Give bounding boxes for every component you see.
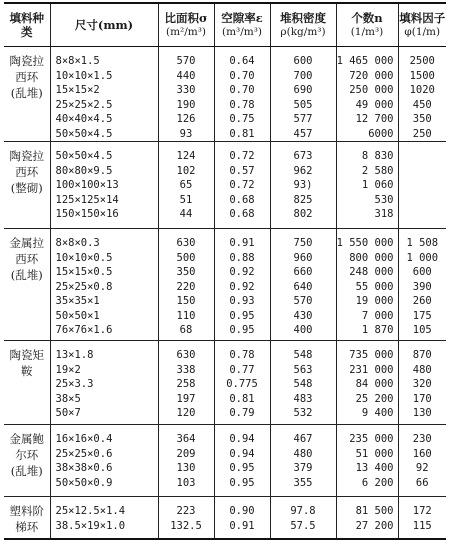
header-specific-area-label: 比面积σ	[164, 11, 208, 25]
voidage-value: 0.68	[229, 193, 255, 206]
voidage-cell	[214, 425, 270, 497]
specific-area-value: 102	[176, 164, 196, 177]
size-value: 50×50×0.9	[55, 476, 113, 489]
size-cell	[50, 142, 158, 229]
specific-area-value: 126	[176, 113, 196, 125]
packing-factor-cell	[398, 497, 446, 539]
specific-area-value: 338	[176, 363, 196, 376]
bulk-density-cell	[270, 142, 336, 229]
packing-factor-value: 390	[412, 280, 432, 293]
voidage-cell	[214, 341, 270, 425]
bulk-density-value: 563	[293, 363, 313, 376]
bulk-density-value: 467	[293, 433, 313, 445]
size-value: 50×50×1	[55, 309, 100, 322]
count-value: 12 700	[355, 113, 394, 125]
voidage-cell	[214, 497, 270, 539]
packing-type-name: 西环	[15, 165, 39, 179]
specific-area-value: 630	[176, 349, 196, 361]
table-row	[4, 229, 446, 341]
voidage-value: 0.91	[229, 237, 255, 249]
header-count	[336, 3, 398, 47]
bulk-density-value: 700	[293, 69, 313, 82]
count-value: 720 000	[349, 69, 394, 82]
count-value: 81 500	[355, 505, 394, 517]
bulk-density-cell	[270, 425, 336, 497]
packing-factor-value: 170	[412, 392, 432, 405]
specific-area-value: 103	[176, 476, 196, 489]
voidage-value: 0.64	[229, 55, 255, 67]
bulk-density-value: 548	[293, 349, 313, 361]
packing-type-name: (乱堆)	[10, 464, 43, 478]
specific-area-value: 223	[176, 505, 196, 517]
count-value: 1 060	[361, 179, 394, 191]
size-value: 19×2	[55, 363, 81, 376]
voidage-value: 0.95	[229, 476, 255, 489]
count-value: 55 000	[355, 280, 394, 293]
count-value: 9 400	[361, 407, 394, 419]
size-cell	[50, 425, 158, 497]
packing-factor-value: 172	[412, 505, 432, 517]
specific-area-value: 258	[176, 378, 196, 390]
bulk-density-value: 960	[293, 251, 313, 264]
packing-type-cell	[4, 497, 50, 539]
bulk-density-value: 825	[293, 193, 313, 206]
table-row	[4, 47, 446, 142]
table-row	[4, 497, 446, 539]
count-value: 1 550 000	[336, 237, 394, 249]
packing-factor-value: 260	[412, 295, 432, 307]
count-value: 27 200	[355, 519, 394, 532]
packing-type-cell	[4, 425, 50, 497]
specific-area-value: 65	[179, 179, 193, 191]
specific-area-value: 350	[176, 266, 196, 278]
count-value: 735 000	[349, 349, 394, 361]
count-value: 19 000	[355, 295, 394, 307]
packing-type-name: 陶瓷拉	[9, 149, 44, 163]
count-value: 1 870	[361, 324, 394, 336]
size-cell	[50, 47, 158, 142]
specific-area-cell	[158, 425, 214, 497]
size-value: 35×35×1	[55, 295, 100, 307]
voidage-value: 0.77	[229, 363, 255, 376]
packing-factor-value: 1500	[409, 69, 435, 82]
specific-area-value: 44	[179, 208, 193, 220]
packing-factor-value: 1020	[409, 84, 435, 96]
packing-type-name: (整砌)	[10, 181, 43, 195]
voidage-value: 0.70	[229, 69, 255, 82]
packing-factor-value: 600	[412, 266, 432, 278]
header-packing: 填料种类	[4, 3, 50, 47]
specific-area-value: 500	[176, 251, 196, 264]
header-count-label: 个数n	[351, 11, 383, 25]
packing-factor-value: 450	[412, 98, 432, 111]
voidage-value: 0.81	[229, 392, 255, 405]
size-value: 50×7	[55, 407, 81, 419]
size-value: 13×1.8	[55, 349, 94, 361]
size-value: 38×5	[55, 392, 81, 405]
size-value: 76×76×1.6	[55, 324, 113, 336]
bulk-density-value: 548	[293, 378, 313, 390]
count-value: 7 000	[361, 309, 394, 322]
count-cell	[336, 497, 398, 539]
specific-area-cell	[158, 497, 214, 539]
header-voidage	[214, 3, 270, 47]
count-value: 235 000	[349, 433, 394, 445]
packing-type-cell	[4, 229, 50, 341]
count-value: 84 000	[355, 378, 394, 390]
size-value: 50×50×4.5	[55, 150, 113, 162]
header-specific-area-unit: (m²/m³)	[165, 26, 207, 38]
bulk-density-cell	[270, 47, 336, 142]
specific-area-value: 124	[176, 150, 196, 162]
bulk-density-value: 379	[293, 462, 313, 474]
header-voidage-unit: (m³/m³)	[221, 26, 263, 38]
size-value: 38×38×0.6	[55, 462, 113, 474]
packing-factor-value: 230	[412, 433, 432, 445]
packing-type-name: 陶瓷拉	[9, 54, 44, 68]
size-value: 150×150×16	[55, 208, 119, 220]
packing-type-cell	[4, 47, 50, 142]
voidage-value: 0.94	[229, 433, 255, 445]
voidage-cell	[214, 229, 270, 341]
voidage-value: 0.78	[229, 98, 255, 111]
bulk-density-value: 430	[293, 309, 313, 322]
count-value: 6000	[368, 127, 394, 140]
bulk-density-cell	[270, 229, 336, 341]
header-row	[4, 3, 446, 47]
header-size: 尺寸(mm)	[50, 3, 158, 47]
count-cell	[336, 425, 398, 497]
count-cell	[336, 142, 398, 229]
specific-area-value: 364	[176, 433, 196, 445]
voidage-cell	[214, 47, 270, 142]
size-value: 40×40×4.5	[55, 113, 113, 125]
packing-factor-value: 115	[412, 519, 432, 532]
bulk-density-value: 93)	[293, 179, 313, 191]
packing-factor-cell	[398, 47, 446, 142]
size-value: 8×8×0.3	[55, 237, 100, 249]
specific-area-value: 93	[179, 127, 193, 140]
packing-type-name: 陶瓷矩	[9, 348, 44, 362]
specific-area-value: 132.5	[170, 519, 202, 532]
specific-area-value: 570	[176, 55, 196, 67]
packing-factor-value: 350	[412, 113, 432, 125]
count-cell	[336, 341, 398, 425]
count-value: 8 830	[361, 150, 394, 162]
size-value: 8×8×1.5	[55, 55, 100, 67]
bulk-density-value: 457	[293, 127, 313, 140]
voidage-value: 0.70	[229, 84, 255, 96]
voidage-value: 0.72	[229, 150, 255, 162]
packing-factor-cell	[398, 229, 446, 341]
specific-area-value: 68	[179, 324, 193, 336]
specific-area-cell	[158, 47, 214, 142]
count-value: 25 200	[355, 392, 394, 405]
voidage-value: 0.79	[229, 407, 255, 419]
packing-factor-value: 870	[412, 349, 432, 361]
header-specific-area	[158, 3, 214, 47]
count-value: 6 200	[361, 476, 394, 489]
size-cell	[50, 229, 158, 341]
header-bulk-density-label: 堆积密度	[280, 11, 326, 25]
count-value: 49 000	[355, 98, 394, 111]
bulk-density-value: 660	[293, 266, 313, 278]
packing-factor-value: 250	[412, 127, 432, 140]
bulk-density-value: 97.8	[290, 505, 316, 517]
bulk-density-value: 750	[293, 237, 313, 249]
specific-area-value: 190	[176, 98, 196, 111]
count-value: 1 465 000	[336, 55, 394, 67]
count-value: 250 000	[349, 84, 394, 96]
voidage-cell	[214, 142, 270, 229]
packing-factor-value: 480	[412, 363, 432, 376]
packing-type-name: 塑料阶	[9, 504, 44, 518]
size-value: 16×16×0.4	[55, 433, 113, 445]
specific-area-cell	[158, 229, 214, 341]
size-value: 38.5×19×1.0	[55, 519, 126, 532]
packing-type-cell	[4, 341, 50, 425]
size-value: 25×25×0.6	[55, 447, 113, 460]
voidage-value: 0.88	[229, 251, 255, 264]
voidage-value: 0.72	[229, 179, 255, 191]
specific-area-value: 197	[176, 392, 196, 405]
voidage-value: 0.93	[229, 295, 255, 307]
size-value: 10×10×0.5	[55, 251, 113, 264]
bulk-density-value: 962	[293, 164, 313, 177]
specific-area-value: 220	[176, 280, 196, 293]
specific-area-value: 51	[179, 193, 193, 206]
packing-factor-value: 175	[412, 309, 432, 322]
specific-area-value: 630	[176, 237, 196, 249]
count-value: 248 000	[349, 266, 394, 278]
specific-area-value: 150	[176, 295, 196, 307]
packing-properties-table	[4, 2, 446, 540]
bulk-density-value: 802	[293, 208, 313, 220]
packing-type-name: 尔环	[15, 448, 39, 462]
specific-area-value: 110	[176, 309, 196, 322]
header-packing-factor	[398, 3, 446, 47]
specific-area-value: 440	[176, 69, 196, 82]
count-value: 800 000	[349, 251, 394, 264]
table-row	[4, 341, 446, 425]
packing-type-cell	[4, 142, 50, 229]
bulk-density-value: 355	[293, 476, 313, 489]
voidage-value: 0.95	[229, 462, 255, 474]
voidage-value: 0.75	[229, 113, 255, 125]
bulk-density-value: 57.5	[290, 519, 316, 532]
voidage-value: 0.775	[226, 378, 258, 390]
size-value: 25×3.3	[55, 378, 94, 390]
specific-area-cell	[158, 142, 214, 229]
voidage-value: 0.95	[229, 324, 255, 336]
table-row	[4, 425, 446, 497]
bulk-density-value: 483	[293, 392, 313, 405]
size-value: 25×12.5×1.4	[55, 505, 126, 517]
bulk-density-value: 505	[293, 98, 313, 111]
bulk-density-value: 577	[293, 113, 313, 125]
count-cell	[336, 47, 398, 142]
voidage-value: 0.81	[229, 127, 255, 140]
packing-type-name: 金属拉	[9, 236, 44, 250]
packing-factor-value: 1 508	[406, 237, 439, 249]
count-value: 231 000	[349, 363, 394, 376]
size-value: 15×15×0.5	[55, 266, 113, 278]
voidage-value: 0.90	[229, 505, 255, 517]
count-value: 13 400	[355, 462, 394, 474]
bulk-density-value: 690	[293, 84, 313, 96]
packing-type-name: 金属鲍	[9, 432, 44, 446]
header-bulk-density	[270, 3, 336, 47]
voidage-value: 0.91	[229, 519, 255, 532]
packing-type-name: (乱堆)	[10, 86, 43, 100]
voidage-value: 0.92	[229, 280, 255, 293]
voidage-value: 0.68	[229, 208, 255, 220]
packing-factor-value: 130	[412, 407, 432, 419]
bulk-density-value: 532	[293, 407, 313, 419]
specific-area-value: 209	[176, 447, 196, 460]
size-value: 25×25×2.5	[55, 98, 113, 111]
bulk-density-value: 400	[293, 324, 313, 336]
size-value: 15×15×2	[55, 84, 100, 96]
packing-factor-value: 66	[415, 476, 429, 489]
specific-area-cell	[158, 341, 214, 425]
packing-factor-value: 2500	[409, 55, 435, 67]
packing-factor-value: 92	[415, 462, 429, 474]
header-voidage-label: 空隙率ε	[221, 11, 263, 25]
packing-factor-value: 160	[412, 447, 432, 460]
size-value: 125×125×14	[55, 193, 119, 206]
packing-type-name: 鞍	[21, 364, 33, 378]
header-bulk-density-unit: ρ(kg/m³)	[280, 26, 326, 38]
count-value: 530	[374, 193, 394, 206]
specific-area-value: 330	[176, 84, 196, 96]
count-value: 318	[374, 208, 394, 220]
specific-area-value: 120	[176, 407, 196, 419]
voidage-value: 0.78	[229, 349, 255, 361]
packing-factor-value: 1 000	[406, 251, 439, 264]
packing-type-name: 梯环	[15, 520, 39, 534]
header-count-unit: (1/m³)	[350, 26, 384, 38]
size-value: 10×10×1.5	[55, 69, 113, 82]
bulk-density-value: 480	[293, 447, 313, 460]
specific-area-value: 130	[176, 462, 196, 474]
bulk-density-cell	[270, 341, 336, 425]
voidage-value: 0.57	[229, 164, 255, 177]
bulk-density-value: 673	[293, 150, 313, 162]
count-value: 2 580	[361, 164, 394, 177]
header-packing-factor-unit: φ(1/m)	[404, 26, 441, 38]
packing-factor-value: 105	[412, 324, 432, 336]
voidage-value: 0.95	[229, 309, 255, 322]
size-cell	[50, 341, 158, 425]
count-value: 51 000	[355, 447, 394, 460]
size-value: 50×50×4.5	[55, 127, 113, 140]
size-value: 80×80×9.5	[55, 164, 113, 177]
packing-type-name: 西环	[15, 70, 39, 84]
voidage-value: 0.92	[229, 266, 255, 278]
bulk-density-value: 640	[293, 280, 313, 293]
size-value: 25×25×0.8	[55, 280, 113, 293]
bulk-density-value: 570	[293, 295, 313, 307]
size-value: 100×100×13	[55, 179, 119, 191]
table-row	[4, 142, 446, 229]
bulk-density-cell	[270, 497, 336, 539]
voidage-value: 0.94	[229, 447, 255, 460]
packing-type-name: (乱堆)	[10, 268, 43, 282]
count-cell	[336, 229, 398, 341]
packing-factor-cell	[398, 142, 446, 229]
packing-factor-cell	[398, 341, 446, 425]
bulk-density-value: 600	[293, 55, 313, 67]
header-packing-factor-label: 填料因子	[399, 11, 446, 25]
packing-type-name: 西环	[15, 252, 39, 266]
packing-factor-value: 320	[412, 378, 432, 390]
packing-factor-cell	[398, 425, 446, 497]
size-cell	[50, 497, 158, 539]
